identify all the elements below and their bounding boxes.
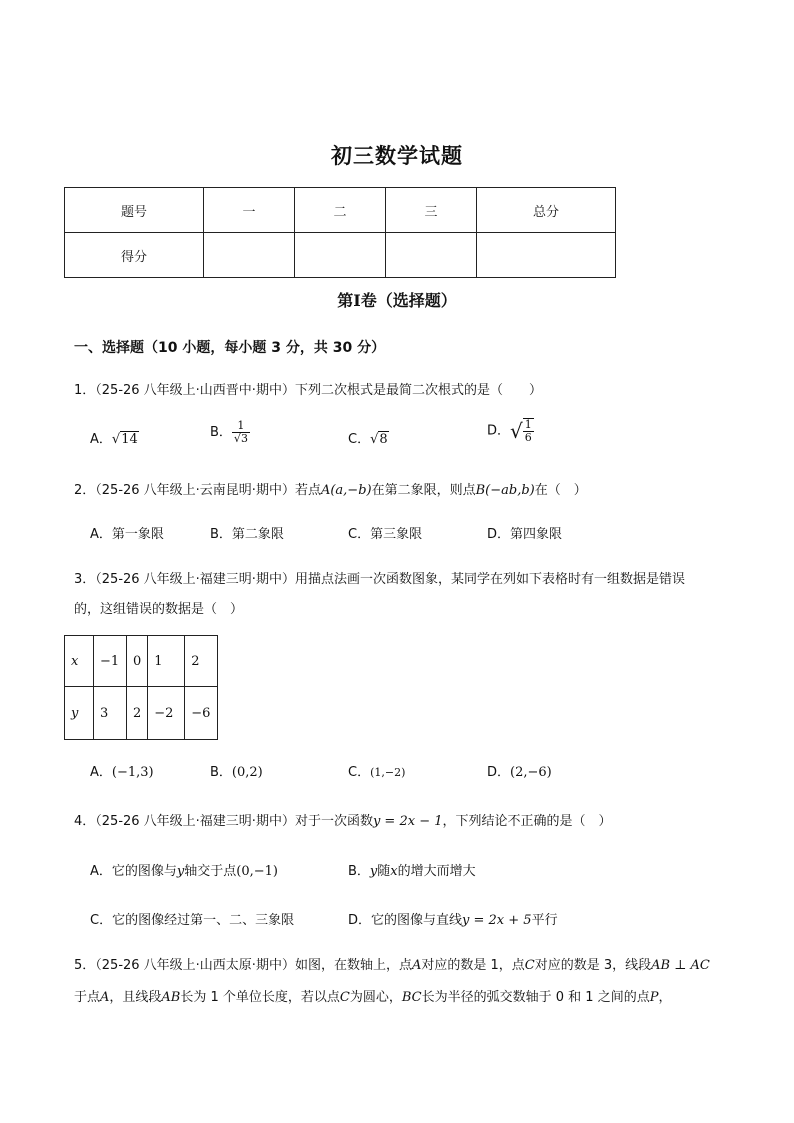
table-row-y [65, 687, 218, 740]
option-label: D． [487, 423, 511, 439]
q5-text: 长为 1 个单位长度，若以点 [180, 990, 340, 1005]
table-cell: −2 [148, 687, 185, 740]
numerator: 1 [232, 420, 250, 433]
q4-option-d [348, 909, 558, 928]
table-cell: 2 [127, 687, 148, 740]
score-header-cell: 题号 [65, 188, 204, 233]
question-1-stem: 1．（25-26 八年级上·山西晋中·期中）下列二次根式是最简二次根式的是（ ） [74, 383, 542, 398]
score-table [64, 187, 616, 278]
math-expression: AB ⊥ AC [651, 958, 710, 973]
option-value: (2,−6) [510, 765, 552, 780]
option-text: D．它的图像与直线 [348, 913, 463, 928]
q4-suffix: ，下列结论不正确的是（ ） [442, 814, 612, 829]
option-text: 的增大而增大 [397, 864, 476, 879]
q5-text: 为圆心， [349, 990, 402, 1005]
q4-option-c: C．它的图像经过第一、二、三象限 [90, 913, 295, 928]
q5-text: ，且线段 [109, 990, 162, 1005]
var-y: y [369, 864, 378, 879]
option-label: D． [487, 765, 511, 780]
option-value: (0,2) [231, 765, 263, 780]
q5-text: 5．（25-26 八年级上·山西太原·期中）如图，在数轴上，点 [74, 958, 412, 973]
option-label: B． [210, 425, 232, 440]
radicand: 3 [240, 432, 248, 445]
point-a: A(a,−b) [320, 483, 372, 498]
q5-text: 长为半径的弧交数轴于 0 和 1 之间的点 [421, 990, 650, 1005]
page-title: 初三数学试题 [331, 143, 463, 168]
option-label: A． [90, 765, 112, 780]
sqrt-expression: √14 [111, 432, 138, 447]
function-expression: y = 2x + 5 [462, 913, 532, 928]
option-label: B． [210, 765, 232, 780]
option-value: (1,−2) [370, 766, 406, 779]
q5-text: 于点 [74, 990, 101, 1005]
point-b: B(−ab,b) [475, 483, 535, 498]
q4-option-a [90, 860, 278, 879]
score-cell [295, 233, 386, 278]
radicand: 14 [121, 432, 138, 447]
q1-option-c [348, 428, 389, 447]
fraction [232, 420, 250, 445]
section-heading: 一、选择题（10 小题，每小题 3 分，共 30 分） [74, 340, 386, 356]
option-label: B． [348, 864, 370, 879]
q2-option-d: D．第四象限 [487, 527, 563, 542]
table-cell: x [65, 636, 94, 687]
q2-option-a: A．第一象限 [90, 527, 164, 542]
question-3-line-2: 的，这组错误的数据是（ ） [74, 602, 244, 617]
score-header-cell: 一 [204, 188, 295, 233]
function-expression: y = 2x − 1 [372, 814, 443, 829]
score-cell [477, 233, 616, 278]
score-table-header-row [65, 188, 616, 233]
q4-prefix: 4．（25-26 八年级上·福建三明·期中）对于一次函数 [74, 814, 373, 829]
q3-option-c [348, 761, 405, 780]
table-cell: −1 [94, 636, 127, 687]
q3-data-table [64, 635, 218, 740]
option-value: (−1,3) [111, 765, 154, 780]
q1-option-a [90, 428, 139, 447]
q3-option-d [487, 761, 552, 780]
q5-text: 对应的数是 1，点 [421, 958, 525, 973]
option-label: A． [90, 432, 112, 447]
table-cell: 1 [148, 636, 185, 687]
table-cell: −6 [185, 687, 218, 740]
q3-option-b [210, 761, 263, 780]
question-3-line-1: 3．（25-26 八年级上·福建三明·期中）用描点法画一次函数图象，某同学在列如下表格时有一组数据是错误 [74, 572, 685, 587]
point-label: A [411, 958, 422, 973]
score-cell [204, 233, 295, 278]
radicand: 8 [379, 432, 388, 447]
point-label: A [100, 990, 110, 1005]
question-4-stem [74, 810, 612, 829]
score-header-cell: 总分 [477, 188, 616, 233]
table-row-x [65, 636, 218, 687]
point-label: C [339, 990, 350, 1005]
q4-option-b [348, 860, 476, 879]
q5-text: ， [658, 990, 672, 1005]
q2-mid: 在第二象限，则点 [371, 483, 476, 498]
sqrt-expression: √8 [370, 432, 388, 447]
numerator: 1 [524, 418, 532, 431]
question-2-stem [74, 479, 587, 498]
denominator: 6 [524, 431, 532, 444]
point-label: C [524, 958, 535, 973]
segment-label: BC [401, 990, 422, 1005]
q5-text: 对应的数是 3，线段 [534, 958, 652, 973]
var-y: y [176, 864, 185, 879]
fraction [523, 418, 534, 444]
table-cell: 0 [127, 636, 148, 687]
table-cell: 3 [94, 687, 127, 740]
q2-option-b: B．第二象限 [210, 527, 284, 542]
segment-label: AB [161, 990, 181, 1005]
sqrt-sign: √ [510, 419, 523, 443]
score-cell [386, 233, 477, 278]
denominator: √3 [233, 432, 248, 445]
option-text: A．它的图像与 [90, 864, 177, 879]
point: (0,−1) [236, 864, 278, 879]
score-header-cell: 三 [386, 188, 477, 233]
var-x: x [390, 864, 398, 879]
option-text: 轴交于点 [184, 864, 237, 879]
score-header-cell: 二 [295, 188, 386, 233]
option-label: C． [348, 432, 371, 447]
option-label: C． [348, 765, 371, 780]
q1-option-b [210, 420, 250, 445]
option-text: 平行 [531, 913, 558, 928]
option-text: 随 [377, 864, 391, 879]
volume-title: 第Ⅰ卷（选择题） [337, 291, 457, 310]
q2-prefix: 2．（25-26 八年级上·云南昆明·期中）若点 [74, 483, 321, 498]
question-5-line-1 [74, 954, 710, 973]
q1-option-d [487, 418, 534, 444]
q2-suffix: 在（ ） [534, 483, 587, 498]
score-table-score-row [65, 233, 616, 278]
question-5-line-2 [74, 986, 671, 1005]
q2-option-c: C．第三象限 [348, 527, 423, 542]
table-cell: 2 [185, 636, 218, 687]
q3-option-a [90, 761, 154, 780]
table-cell: y [65, 687, 94, 740]
point-label: P [649, 990, 659, 1005]
score-row-label: 得分 [65, 233, 204, 278]
